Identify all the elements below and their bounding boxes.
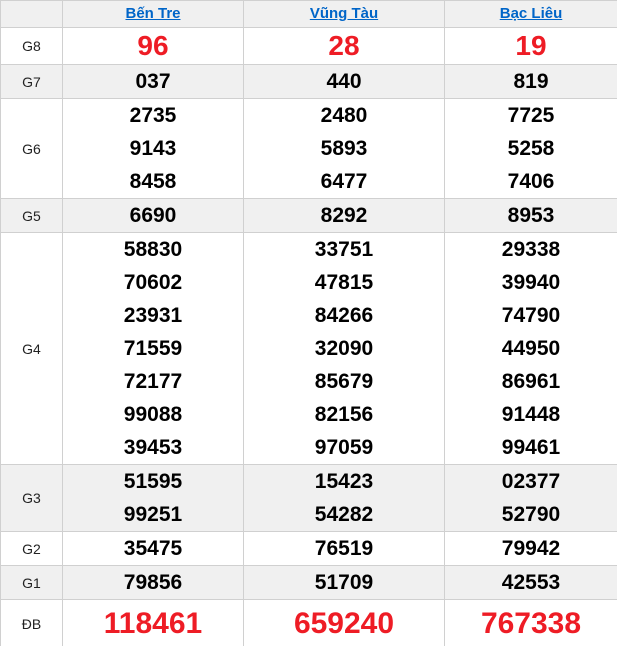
winning-number: 118461 — [103, 607, 203, 640]
winning-number: 44950 — [501, 337, 561, 360]
prize-cell — [244, 199, 445, 233]
winning-number: 15423 — [314, 470, 374, 493]
winning-number: 86961 — [501, 370, 561, 393]
header-cell-province — [445, 1, 617, 28]
winning-number: 51595 — [123, 470, 183, 493]
winning-number: 037 — [135, 70, 171, 93]
prize-cell — [63, 99, 244, 199]
winning-number: 35475 — [123, 537, 183, 560]
prize-cell — [63, 65, 244, 99]
prize-cell — [244, 99, 445, 199]
winning-number: 02377 — [501, 470, 561, 493]
winning-number: 440 — [326, 70, 362, 93]
prize-cell — [445, 532, 617, 566]
prize-label: G6 — [1, 99, 63, 199]
winning-number: 7406 — [507, 170, 555, 193]
header-cell-province — [244, 1, 445, 28]
prize-cell — [63, 465, 244, 532]
winning-number: 33751 — [314, 238, 374, 261]
winning-number: 84266 — [314, 304, 374, 327]
prize-cell — [63, 28, 244, 65]
winning-number: 659240 — [293, 607, 395, 640]
prize-cell — [445, 600, 617, 646]
header-cell-province — [63, 1, 244, 28]
prize-cell — [445, 28, 617, 65]
winning-number: 70602 — [123, 271, 183, 294]
prize-cell — [244, 465, 445, 532]
prize-cell — [244, 566, 445, 600]
winning-number: 19 — [515, 30, 547, 61]
header-row — [1, 1, 617, 28]
prize-row-ĐB — [1, 600, 617, 646]
prize-cell — [445, 566, 617, 600]
winning-number: 51709 — [314, 571, 374, 594]
prize-label: G1 — [1, 566, 63, 600]
prize-cell — [63, 566, 244, 600]
winning-number: 79942 — [501, 537, 561, 560]
prize-row-G5 — [1, 199, 617, 233]
prize-cell — [244, 600, 445, 646]
winning-number: 47815 — [314, 271, 374, 294]
winning-number: 52790 — [501, 503, 561, 526]
winning-number: 74790 — [501, 304, 561, 327]
winning-number: 82156 — [314, 403, 374, 426]
winning-number: 819 — [513, 70, 549, 93]
prize-label: ĐB — [1, 600, 63, 646]
province-link[interactable]: Vũng Tàu — [309, 5, 379, 22]
prize-label: G7 — [1, 65, 63, 99]
winning-number: 99088 — [123, 403, 183, 426]
winning-number: 54282 — [314, 503, 374, 526]
winning-number: 39940 — [501, 271, 561, 294]
winning-number: 58830 — [123, 238, 183, 261]
prize-cell — [244, 532, 445, 566]
prize-cell — [63, 532, 244, 566]
winning-number: 29338 — [501, 238, 561, 261]
prize-cell — [244, 28, 445, 65]
winning-number: 32090 — [314, 337, 374, 360]
prize-row-G4 — [1, 233, 617, 465]
winning-number: 79856 — [123, 571, 183, 594]
winning-number: 23931 — [123, 304, 183, 327]
prize-label: G8 — [1, 28, 63, 65]
prize-row-G8 — [1, 28, 617, 65]
prize-cell — [445, 233, 617, 465]
prize-label: G2 — [1, 532, 63, 566]
prize-row-G3 — [1, 465, 617, 532]
winning-number: 39453 — [123, 436, 183, 459]
winning-number: 85679 — [314, 370, 374, 393]
winning-number: 5258 — [507, 137, 555, 160]
prize-label: G3 — [1, 465, 63, 532]
province-link[interactable]: Bạc Liêu — [499, 5, 563, 22]
prize-label: G5 — [1, 199, 63, 233]
prize-label: G4 — [1, 233, 63, 465]
winning-number: 2480 — [320, 104, 368, 127]
prize-row-G2 — [1, 532, 617, 566]
winning-number: 72177 — [123, 370, 183, 393]
province-link[interactable]: Bến Tre — [125, 5, 181, 22]
winning-number: 99461 — [501, 436, 561, 459]
winning-number: 76519 — [314, 537, 374, 560]
prize-row-G6 — [1, 99, 617, 199]
winning-number: 9143 — [129, 137, 177, 160]
winning-number: 2735 — [129, 104, 177, 127]
winning-number: 5893 — [320, 137, 368, 160]
winning-number: 7725 — [507, 104, 555, 127]
winning-number: 71559 — [123, 337, 183, 360]
prize-cell — [244, 233, 445, 465]
winning-number: 8953 — [507, 204, 555, 227]
winning-number: 6690 — [129, 204, 177, 227]
header-corner-cell — [1, 1, 63, 28]
prize-row-G1 — [1, 566, 617, 600]
prize-cell — [63, 600, 244, 646]
prize-row-G7 — [1, 65, 617, 99]
prize-cell — [445, 99, 617, 199]
winning-number: 8458 — [129, 170, 177, 193]
prize-cell — [63, 233, 244, 465]
prize-cell — [445, 65, 617, 99]
prize-cell — [445, 199, 617, 233]
winning-number: 42553 — [501, 571, 561, 594]
winning-number: 99251 — [123, 503, 183, 526]
prize-cell — [63, 199, 244, 233]
prize-cell — [445, 465, 617, 532]
winning-number: 91448 — [501, 403, 561, 426]
winning-number: 97059 — [314, 436, 374, 459]
winning-number: 96 — [137, 30, 169, 61]
winning-number: 8292 — [320, 204, 368, 227]
winning-number: 6477 — [320, 170, 368, 193]
prize-cell — [244, 65, 445, 99]
winning-number: 767338 — [480, 607, 582, 640]
winning-number: 28 — [328, 30, 360, 61]
